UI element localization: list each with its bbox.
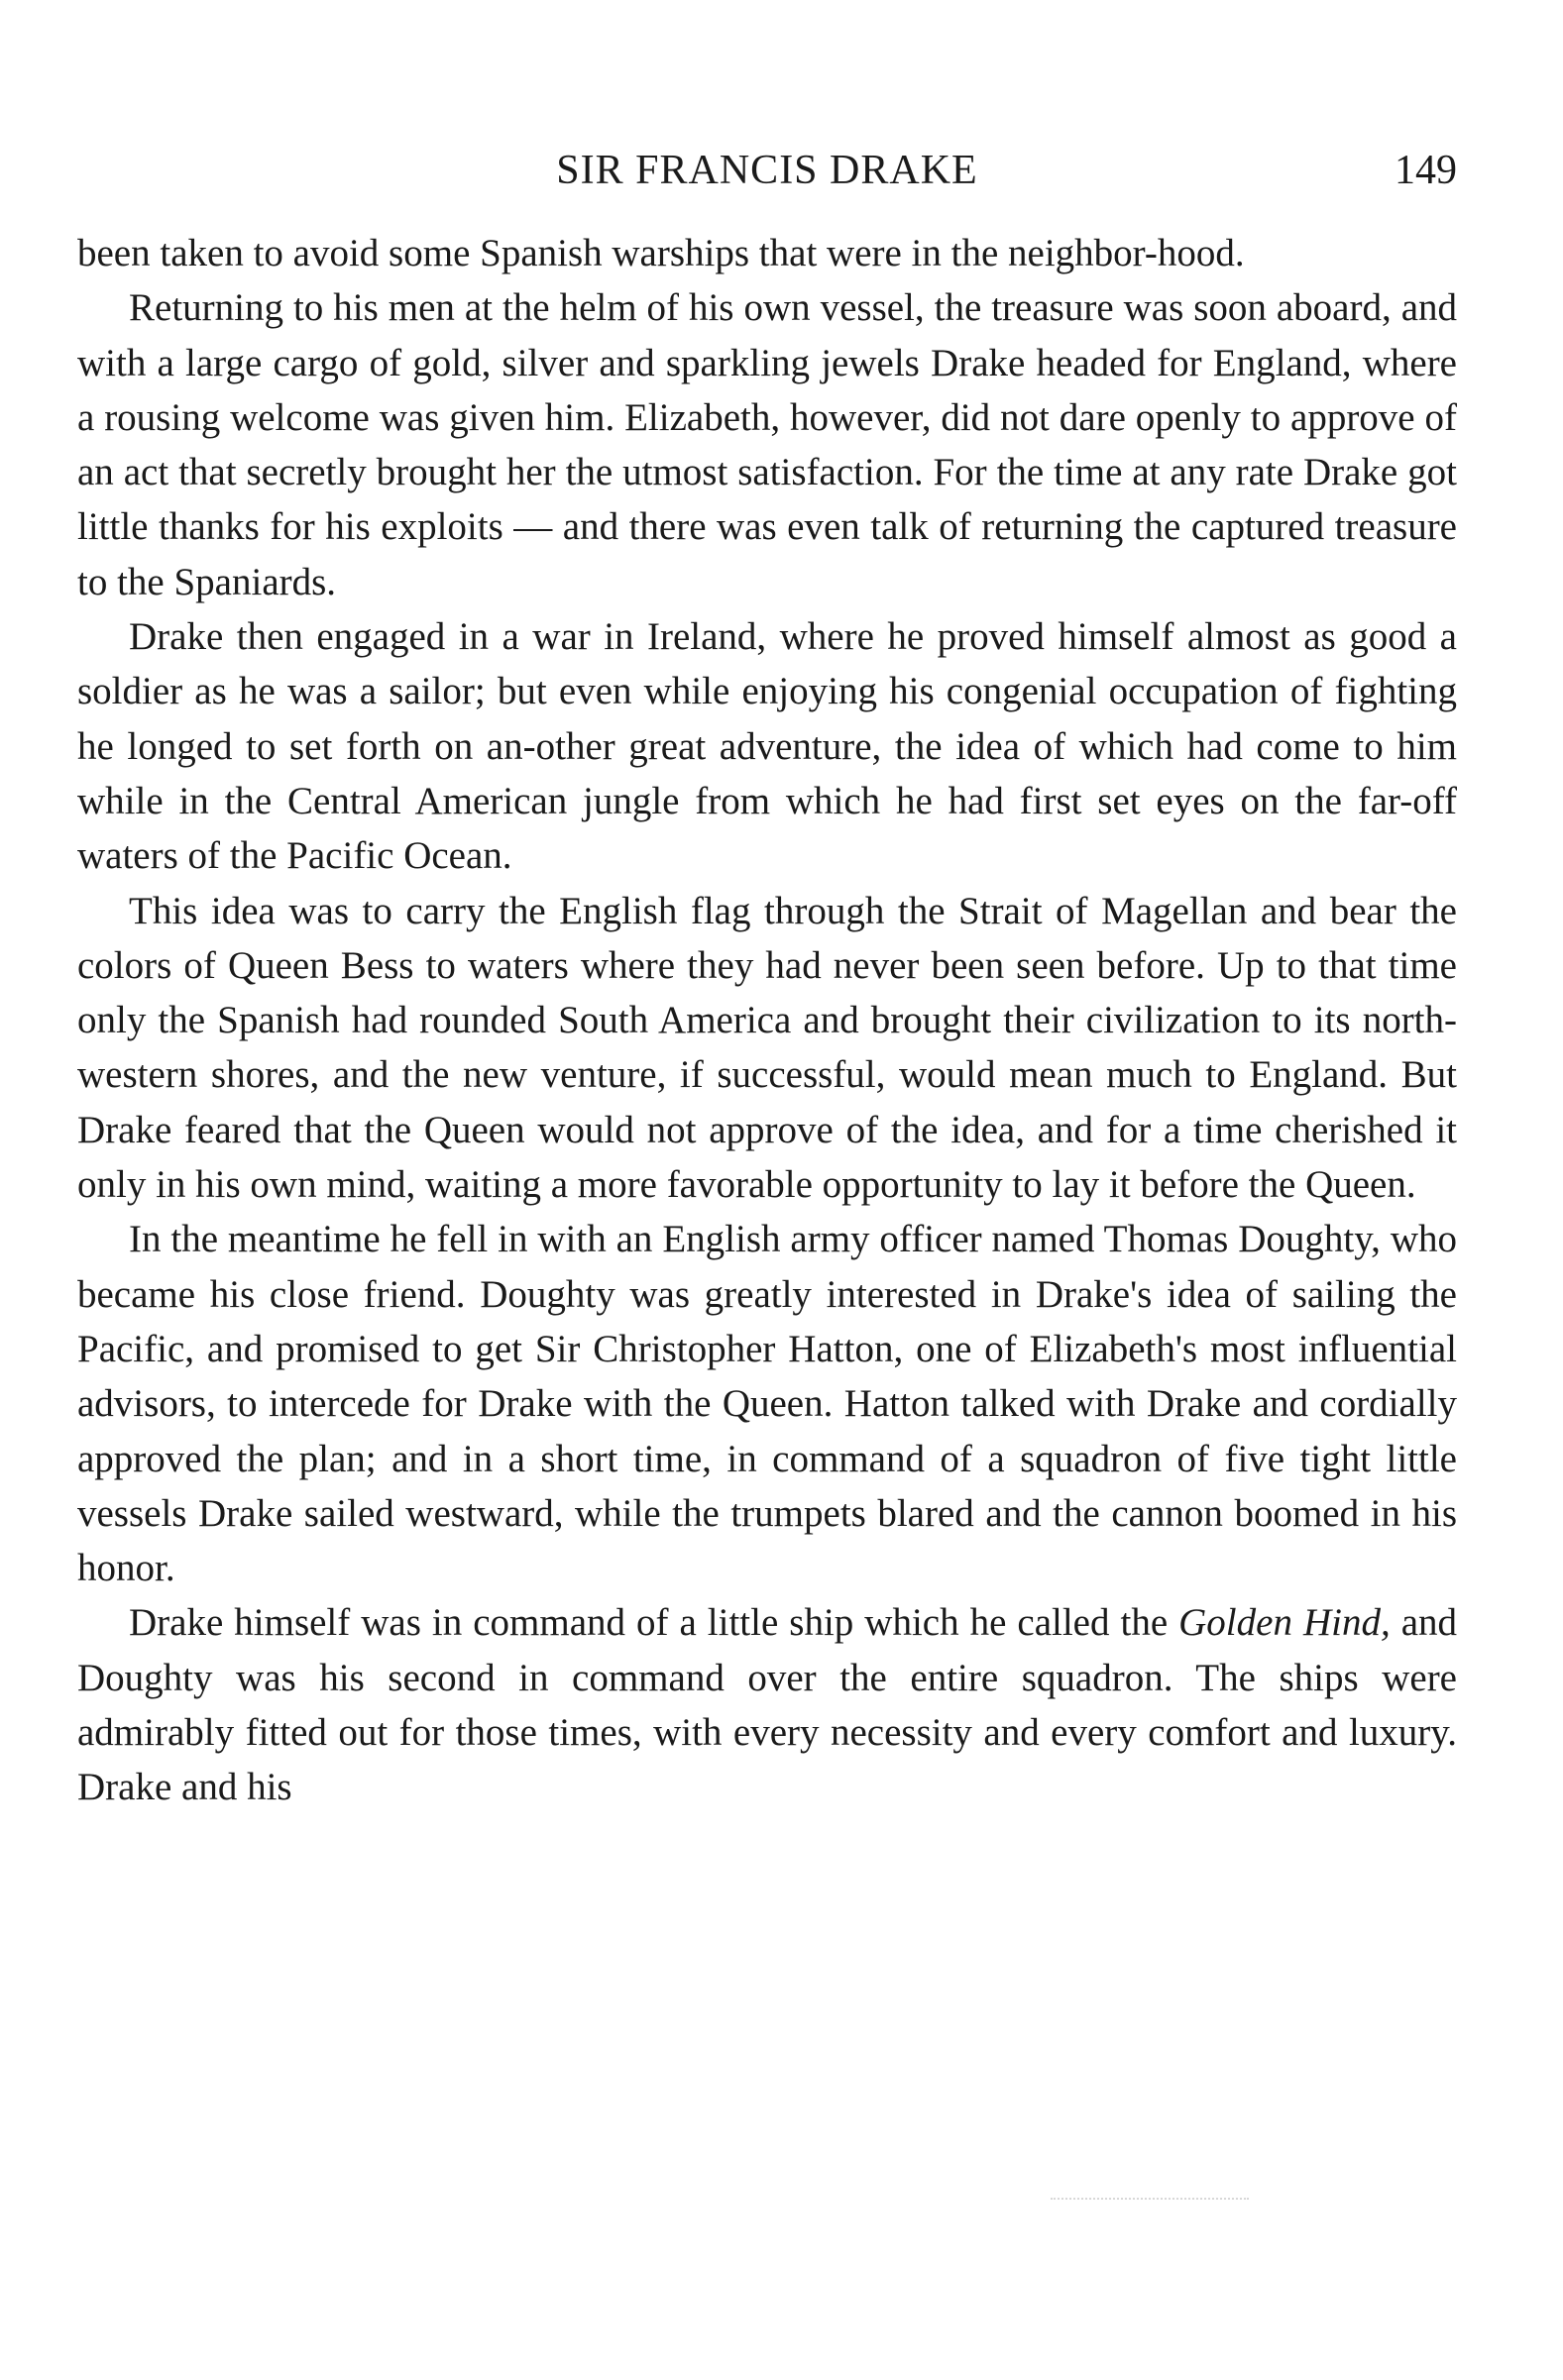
paragraph: [77, 280, 1457, 609]
running-title: SIR FRANCIS DRAKE: [556, 148, 978, 193]
paragraph: [77, 884, 1457, 1213]
paragraph: [77, 1595, 1457, 1814]
paragraph-text: In the meantime he fell in with an English army officer named Thomas Doughty, who became his close friend. Doughty was greatly interested in Drake's idea of sailing the Pacific, and promised to get Sir Christopher Hatton, one of Elizabeth's most influential advisors, to intercede for Drake with the Queen. Hatton talked with Drake and cordially approved the plan; and in a short time, in command of a squadron of five tight little vessels Drake sailed westward, while the trumpets blared and the cannon boomed in his honor.: [77, 1218, 1457, 1590]
paragraph-text: and Doughty was his second in command over the entire squadron. The ships were admirably fitted out for those times, with every necessity and every comfort and luxury. Drake and his: [77, 1601, 1458, 1809]
paragraph-text: been taken to avoid some Spanish warships that were in the neighbor-hood.: [77, 232, 1245, 274]
scan-specks: [1051, 2198, 1249, 2206]
paragraph-text: This idea was to carry the English flag through the Strait of Magellan and bear the colors of Queen Bess to waters where they had never been seen before. Up to that time only the Spanish had rounded South America and brought their civilization to its north-western shores, and the new venture, if successful, would mean much to England. But Drake feared that the Queen would not approve of the idea, and for a time cherished it only in his own mind, waiting a more favorable opportunity to lay it before the Queen.: [77, 889, 1457, 1207]
page-number: 149: [1395, 148, 1457, 193]
paragraph: [77, 1212, 1457, 1595]
paragraph-continuation: [77, 226, 1457, 280]
running-head: [77, 141, 1457, 200]
ship-name-italic: Golden Hind,: [1178, 1601, 1391, 1645]
body-text: [77, 226, 1457, 1815]
paragraph-text: Drake himself was in command of a little ship which he called the: [129, 1601, 1179, 1645]
paragraph-text: Drake then engaged in a war in Ireland, where he proved himself almost as good a soldier as he was a sailor; but even while enjoying his congenial occupation of fighting he longed to set forth on an-other great adventure, the idea of which had come to him while in the Central American jungle from which he had first set eyes on the far-off waters of the Pacific Ocean.: [77, 615, 1457, 878]
paragraph-text: Returning to his men at the helm of his own vessel, the treasure was soon aboard, and with a large cargo of gold, silver and sparkling jewels Drake headed for England, where a rousing welcome was given him. Elizabeth, however, did not dare openly to approve of an act that secretly brought her the utmost satisfaction. For the time at any rate Drake got little thanks for his exploits — and there was even talk of returning the captured treasure to the Spaniards.: [77, 286, 1457, 603]
paragraph: [77, 609, 1457, 883]
